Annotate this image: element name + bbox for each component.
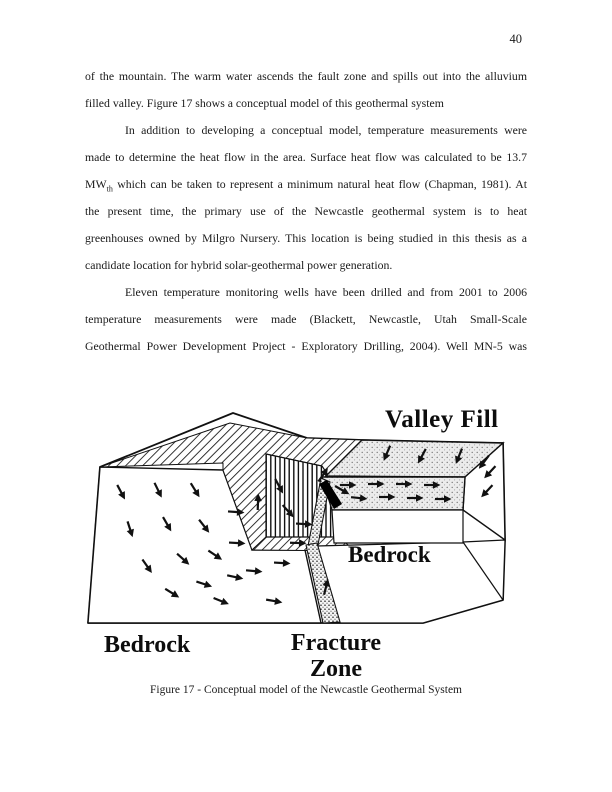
fracture-zone-label-line1: Fracture	[290, 630, 382, 656]
fracture-zone-label	[251, 630, 421, 682]
valley-fill-label: Valley Fill	[385, 406, 499, 433]
body-line: of the mountain. The warm water ascends the fault zone and spills out into the alluvium	[85, 69, 527, 83]
page-number: 40	[509, 32, 522, 46]
body-line: In addition to developing a conceptual model, temperature measurements were	[125, 123, 527, 137]
fracture-zone-label-line2: Zone	[309, 656, 362, 682]
body-line	[85, 171, 527, 198]
body-line: candidate location for hybrid solar-geothermal power generation.	[85, 258, 393, 272]
body-line: filled valley. Figure 17 shows a conceptual model of this geothermal system	[85, 96, 444, 110]
body-text	[85, 63, 527, 360]
bedrock-under-valley-face	[332, 510, 463, 543]
body-line: Geothermal Power Development Project - Exploratory Drilling, 2004). Well MN-5 was	[85, 339, 527, 353]
body-line: temperature measurements were made (Blackett, Newcastle, Utah Small-Scale	[85, 312, 527, 326]
body-line-text: MW	[85, 177, 107, 191]
bedrock-left-label: Bedrock	[104, 632, 191, 658]
body-line: the present time, the primary use of the Newcastle geothermal system is to heat	[85, 204, 527, 218]
figure-caption: Figure 17 - Conceptual model of the Newcastle Geothermal System	[149, 684, 463, 696]
body-line-text: which can be taken to represent a minimum natural heat flow (Chapman, 1981). At	[112, 177, 527, 191]
subscript-th: th	[106, 184, 113, 194]
bedrock-right-label: Bedrock	[348, 542, 431, 567]
body-line: Eleven temperature monitoring wells have been drilled and from 2001 to 2006	[125, 285, 527, 299]
body-line: made to determine the heat flow in the area. Surface heat flow was calculated to be 13.7	[85, 150, 527, 164]
body-line: greenhouses owned by Milgro Nursery. This location is being studied in this thesis as a	[85, 231, 527, 245]
